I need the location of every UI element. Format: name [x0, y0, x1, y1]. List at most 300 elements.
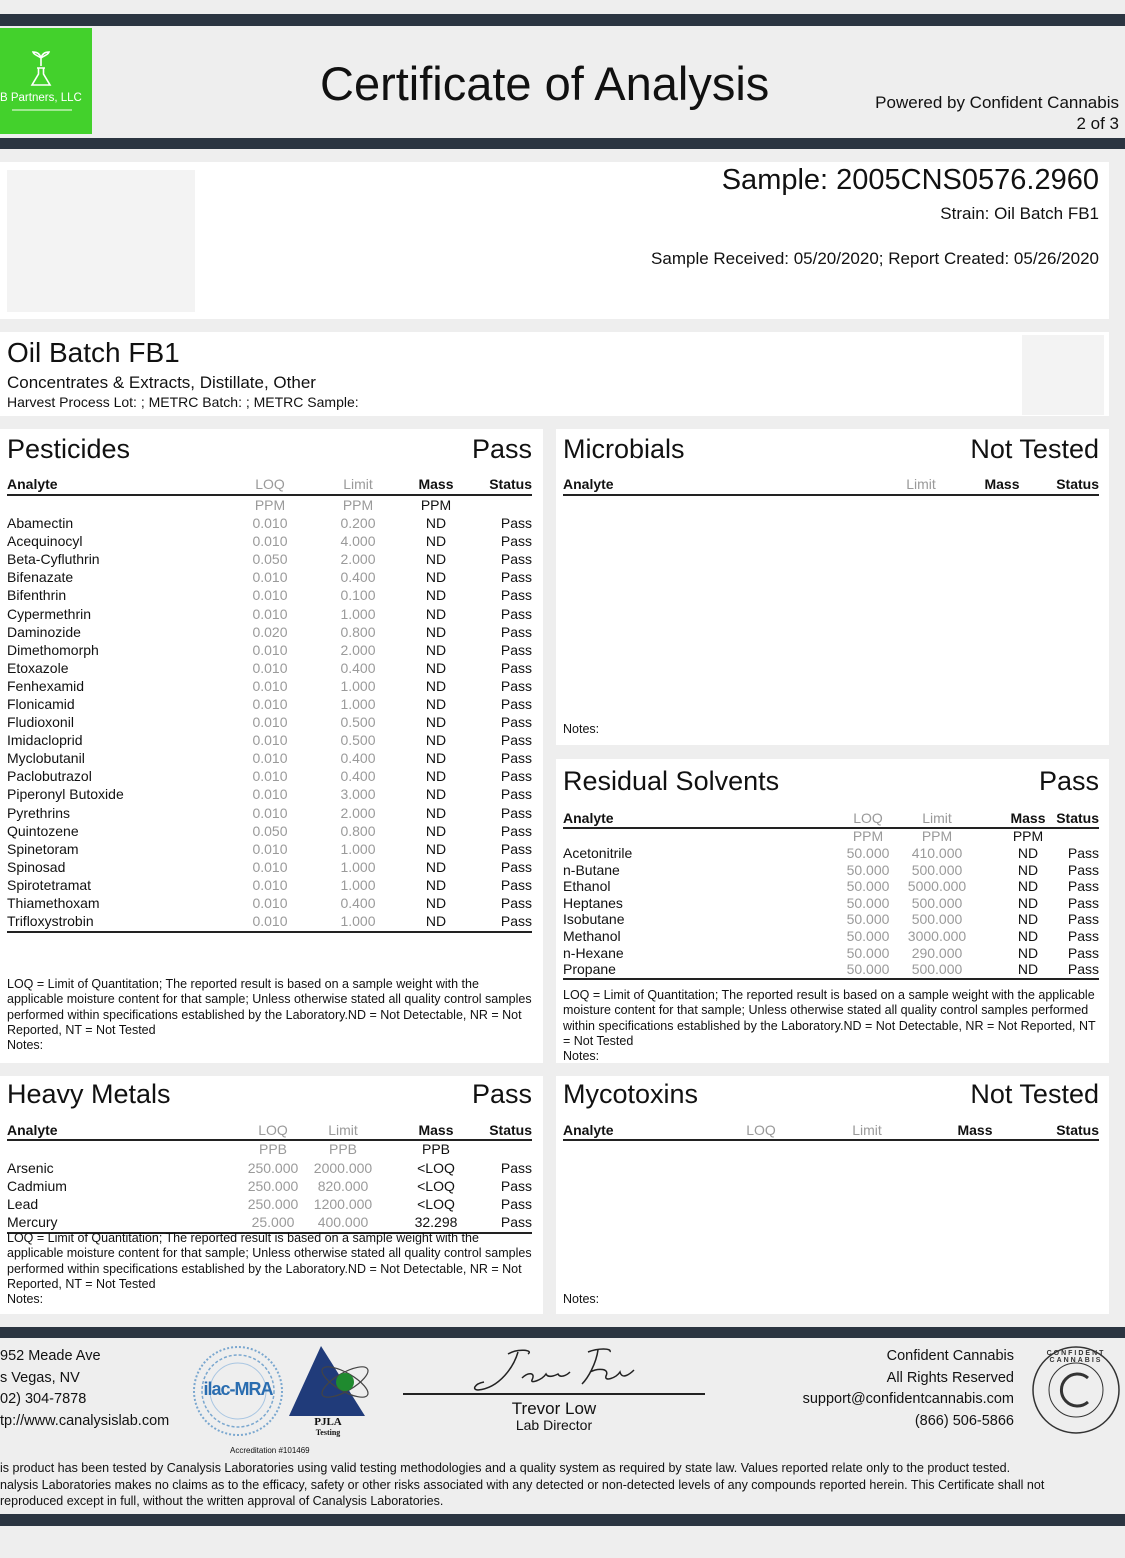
limit-cell: 0.400 [340, 750, 376, 767]
spacer-cell [300, 767, 328, 785]
status-cell: Pass [500, 515, 532, 532]
mass-cell: ND [425, 858, 447, 875]
spacer-cell [300, 550, 328, 568]
analyte-cell: n-Butane [563, 861, 620, 878]
loq-cell: 0.010 [252, 858, 288, 875]
mass-cell: ND [1017, 894, 1039, 911]
signature-line [403, 1393, 705, 1395]
loq-cell: 0.010 [252, 913, 288, 930]
analyte-cell: Imidacloprid [7, 732, 83, 749]
notes-label: Notes: [563, 1292, 600, 1306]
signer-title: Lab Director [515, 1417, 593, 1433]
mass-cell: ND [425, 605, 447, 622]
spacer-cell [388, 586, 408, 604]
loq-cell: 0.010 [252, 569, 288, 586]
spacer-cell [388, 804, 408, 822]
analyte-cell: Piperonyl Butoxide [7, 786, 124, 803]
loq-cell: 0.010 [252, 695, 288, 712]
spacer-cell [300, 568, 328, 586]
limit-cell: 0.800 [340, 623, 376, 640]
status-cell: Pass [1067, 961, 1099, 978]
unit-limit: PPM [921, 828, 953, 844]
spacer-cell [378, 1195, 408, 1213]
analyte-cell: Beta-Cyfluthrin [7, 551, 100, 568]
cc-rights: All Rights Reserved [886, 1369, 1014, 1386]
table-row [7, 604, 532, 622]
loq-cell: 50.000 [846, 961, 890, 978]
limit-cell: 2000.000 [313, 1160, 373, 1177]
table-row [563, 895, 1099, 912]
table-row [7, 568, 532, 586]
status-cell: Pass [500, 1178, 532, 1195]
col-mass: Mass [984, 476, 1020, 492]
mass-cell: ND [425, 913, 447, 930]
limit-cell: 2.000 [340, 641, 376, 658]
limit-cell: 0.800 [340, 822, 376, 839]
analyte-cell: Cypermethrin [7, 605, 92, 622]
bottom-bar [0, 1514, 1125, 1526]
status-cell: Pass [500, 732, 532, 749]
spacer-cell [388, 604, 408, 622]
analyte-cell: Propane [563, 961, 616, 978]
analyte-cell: Quintozene [7, 822, 79, 839]
ilac-mra-seal [192, 1345, 284, 1437]
spacer-cell [388, 822, 408, 840]
loq-cell: 0.050 [252, 551, 288, 568]
spacer-cell [388, 912, 408, 930]
mass-cell: ND [425, 641, 447, 658]
table-row [563, 878, 1099, 895]
analyte-cell: Spirotetramat [7, 876, 92, 893]
table-row [7, 514, 532, 532]
status-cell: Pass [1067, 894, 1099, 911]
status-cell: Pass [1067, 878, 1099, 895]
mass-cell: ND [1017, 961, 1039, 978]
spacer-cell [388, 894, 408, 912]
phone: 02) 304-7878 [0, 1391, 87, 1407]
table-bottom-rule [563, 978, 1099, 980]
metals-table [7, 1159, 532, 1231]
unit-mass: PPM [1012, 828, 1044, 844]
spacer-cell [972, 945, 1006, 962]
mass-cell: ND [1017, 911, 1039, 928]
page-number: 2 of 3 [1076, 114, 1119, 133]
table-row [7, 532, 532, 550]
analyte-cell: Acetonitrile [563, 845, 633, 861]
limit-cell: 0.500 [340, 732, 376, 749]
unit-limit: PPM [342, 497, 374, 513]
col-loq: LOQ [746, 1122, 776, 1138]
address-line: 952 Meade Ave [0, 1348, 101, 1364]
analyte-cell: Mercury [7, 1214, 58, 1231]
table-row [7, 586, 532, 604]
spacer-cell [388, 568, 408, 586]
spacer-cell [300, 713, 328, 731]
spacer-cell [972, 862, 1006, 879]
table-row [7, 858, 532, 876]
status-cell: Pass [1067, 944, 1099, 961]
status-cell: Pass [500, 804, 532, 821]
top-bar [0, 14, 1125, 26]
product-name: Oil Batch FB1 [7, 337, 180, 368]
logo [0, 28, 92, 134]
col-analyte: Analyte [563, 810, 614, 826]
loq-cell: 0.010 [252, 605, 288, 622]
spacer-cell [300, 876, 328, 894]
col-status: Status [1056, 1122, 1099, 1138]
spacer-cell [300, 840, 328, 858]
analyte-cell: Spinosad [7, 858, 66, 875]
solvents-title: Residual Solvents [563, 766, 780, 796]
limit-cell: 1.000 [340, 858, 376, 875]
pesticides-status: Pass [471, 434, 532, 464]
sample-id: Sample: 2005CNS0576.2960 [721, 164, 1099, 196]
analyte-cell: Etoxazole [7, 659, 69, 676]
cc-email-link[interactable]: support@confidentcannabis.com [802, 1391, 1014, 1407]
spacer-cell [388, 785, 408, 803]
spacer-cell [388, 713, 408, 731]
microbials-title: Microbials [563, 434, 685, 464]
limit-cell: 1.000 [340, 913, 376, 930]
col-analyte: Analyte [563, 476, 614, 492]
unit-loq: PPM [852, 828, 884, 844]
table-row [7, 695, 532, 713]
loq-cell: 250.000 [247, 1160, 299, 1177]
status-cell: Pass [500, 786, 532, 803]
table-row [7, 1195, 532, 1213]
strain: Strain: Oil Batch FB1 [940, 204, 1099, 223]
sample-dates: Sample Received: 05/20/2020; Report Created: 05/26/2020 [651, 249, 1099, 268]
limit-cell: 290.000 [911, 944, 963, 961]
product-panel [0, 332, 1109, 416]
lab-address [0, 1346, 169, 1432]
unit-loq: PPM [254, 497, 286, 513]
analyte-cell: Bifenazate [7, 569, 74, 586]
solvents-status: Pass [1038, 766, 1099, 796]
spacer-cell [300, 912, 328, 930]
spacer-cell [972, 911, 1006, 928]
header-rule [7, 494, 532, 496]
microbials-status: Not Tested [970, 434, 1099, 464]
loq-cell: 0.050 [252, 822, 288, 839]
confident-cannabis-seal [1030, 1344, 1122, 1436]
spacer-cell [300, 804, 328, 822]
loq-cell: 0.010 [252, 533, 288, 550]
table-row [7, 623, 532, 641]
spacer-cell [388, 550, 408, 568]
table-row [7, 1177, 532, 1195]
mass-cell: ND [425, 623, 447, 640]
table-bottom-rule [7, 931, 532, 933]
analyte-cell: Fenhexamid [7, 677, 85, 694]
spacer-cell [378, 1213, 408, 1231]
table-row [7, 713, 532, 731]
limit-cell: 2.000 [340, 551, 376, 568]
address-line: s Vegas, NV [0, 1369, 80, 1386]
analyte-cell: Heptanes [563, 894, 623, 911]
metals-status: Pass [471, 1079, 532, 1109]
logo-subline [12, 109, 72, 111]
mass-cell: ND [425, 876, 447, 893]
limit-cell: 4.000 [340, 533, 376, 550]
table-row [563, 945, 1099, 962]
table-row [7, 767, 532, 785]
limit-cell: 500.000 [911, 911, 963, 928]
unit-mass: PPM [420, 497, 452, 513]
spacer-cell [972, 928, 1006, 945]
limit-cell: 410.000 [911, 845, 963, 861]
table-row [7, 912, 532, 930]
col-mass: Mass [1010, 810, 1046, 826]
loq-cell: 50.000 [846, 845, 890, 861]
limit-cell: 1.000 [340, 605, 376, 622]
mass-cell: ND [425, 551, 447, 568]
col-loq: LOQ [255, 476, 285, 492]
spacer-cell [388, 695, 408, 713]
header-rule [563, 1139, 1099, 1141]
status-cell: Pass [500, 695, 532, 712]
spacer-cell [300, 659, 328, 677]
col-limit: Limit [328, 1122, 358, 1138]
cc-phone: (866) 506-5866 [914, 1412, 1014, 1429]
loq-cell: 0.010 [252, 768, 288, 785]
col-analyte: Analyte [7, 1122, 58, 1138]
mass-cell: <LOQ [417, 1160, 455, 1177]
col-status: Status [1056, 476, 1099, 492]
unit-mass: PPB [421, 1141, 450, 1157]
status-cell: Pass [500, 551, 532, 568]
loq-cell: 50.000 [846, 911, 890, 928]
loq-cell: 50.000 [846, 927, 890, 944]
limit-cell: 0.400 [340, 659, 376, 676]
analyte-cell: Acequinocyl [7, 533, 83, 550]
limit-cell: 1200.000 [313, 1196, 373, 1213]
mass-cell: ND [425, 786, 447, 803]
analyte-cell: Dimethomorph [7, 641, 99, 658]
mass-cell: ND [425, 750, 447, 767]
status-cell: Pass [1067, 927, 1099, 944]
table-row [7, 641, 532, 659]
page-title: Certificate of Analysis [320, 57, 770, 110]
spacer-cell [388, 514, 408, 532]
limit-cell: 2.000 [340, 804, 376, 821]
status-cell: Pass [500, 641, 532, 658]
mass-cell: ND [425, 840, 447, 857]
mass-cell: ND [425, 895, 447, 912]
limit-cell: 0.400 [340, 895, 376, 912]
analyte-cell: Lead [7, 1196, 39, 1213]
signature-image [470, 1344, 640, 1394]
loq-cell: 0.010 [252, 840, 288, 857]
pjla-triangle-icon [285, 1342, 377, 1422]
col-loq: LOQ [853, 810, 883, 826]
spacer-cell [300, 514, 328, 532]
spacer-cell [388, 858, 408, 876]
status-cell: Pass [500, 895, 532, 912]
status-cell: Pass [500, 659, 532, 676]
col-loq: LOQ [258, 1122, 288, 1138]
status-cell: Pass [500, 750, 532, 767]
col-limit: Limit [922, 810, 952, 826]
table-row [563, 862, 1099, 879]
analyte-cell: Bifenthrin [7, 587, 67, 604]
mycotoxins-status: Not Tested [970, 1079, 1099, 1109]
table-row [7, 749, 532, 767]
spacer-cell [388, 532, 408, 550]
cc-seal-text: CONFIDENT CANNABIS [1046, 1350, 1106, 1364]
mass-cell: ND [425, 533, 447, 550]
product-lots: Harvest Process Lot: ; METRC Batch: ; METRC Sample: [7, 394, 359, 410]
analyte-cell: Spinetoram [7, 840, 79, 857]
header-rule [563, 494, 1099, 496]
website-link[interactable]: tp://www.canalysislab.com [0, 1412, 170, 1429]
spacer-cell [388, 767, 408, 785]
notes-label: Notes: [7, 1038, 44, 1052]
notes-label: Notes: [563, 722, 600, 736]
col-mass: Mass [957, 1122, 993, 1138]
loq-cell: 50.000 [846, 894, 890, 911]
spacer-cell [300, 695, 328, 713]
col-status: Status [489, 476, 532, 492]
status-cell: Pass [500, 533, 532, 550]
spacer-cell [388, 659, 408, 677]
signature-graphic [470, 1344, 640, 1394]
loq-cell: 0.020 [252, 623, 288, 640]
analyte-cell: Daminozide [7, 623, 81, 640]
mycotoxins-panel [556, 1076, 1109, 1314]
spacer-cell [972, 845, 1006, 862]
loq-cell: 0.010 [252, 804, 288, 821]
spacer-cell [388, 731, 408, 749]
loq-cell: 0.010 [252, 714, 288, 731]
mass-cell: ND [1017, 861, 1039, 878]
status-cell: Pass [500, 677, 532, 694]
loq-cell: 0.010 [252, 732, 288, 749]
col-limit: Limit [906, 476, 936, 492]
table-row [7, 1159, 532, 1177]
analyte-cell: Trifloxystrobin [7, 913, 94, 930]
col-status: Status [489, 1122, 532, 1138]
analyte-cell: Cadmium [7, 1178, 67, 1195]
spacer-cell [300, 677, 328, 695]
analyte-cell: Paclobutrazol [7, 768, 92, 785]
table-row [7, 894, 532, 912]
limit-cell: 5000.000 [907, 878, 967, 895]
notes-label: Notes: [563, 1049, 600, 1063]
analyte-cell: Thiamethoxam [7, 895, 100, 912]
spacer-cell [300, 604, 328, 622]
analyte-cell: Ethanol [563, 878, 611, 895]
table-row [7, 822, 532, 840]
spacer-cell [388, 641, 408, 659]
mass-cell: ND [425, 804, 447, 821]
loq-cell: 0.010 [252, 587, 288, 604]
analyte-cell: Fludioxonil [7, 714, 74, 731]
mass-cell: ND [425, 695, 447, 712]
powered-by: Powered by Confident Cannabis [875, 93, 1119, 112]
col-analyte: Analyte [563, 1122, 614, 1138]
limit-cell: 0.500 [340, 714, 376, 731]
analyte-cell: Isobutane [563, 911, 625, 928]
spacer-cell [300, 532, 328, 550]
sample-image-placeholder [7, 170, 195, 312]
spacer-cell [300, 822, 328, 840]
status-cell: Pass [500, 1160, 532, 1177]
product-category: Concentrates & Extracts, Distillate, Other [7, 373, 316, 392]
limit-cell: 3.000 [340, 786, 376, 803]
loq-note: LOQ = Limit of Quantitation; The reported result is based on a sample weight with the applicable moisture content for that sample; Unless otherwise stated all quality control samples performed within specifications established by the Laboratory.ND = Not Detectable, NR = Not Reported, NT = Not Tested [563, 988, 1096, 1048]
footer-bar [0, 1327, 1125, 1338]
table-row [7, 804, 532, 822]
spacer-cell [300, 641, 328, 659]
loq-cell: 250.000 [247, 1196, 299, 1213]
status-cell: Pass [500, 1196, 532, 1213]
disclaimer-line: reproduced except in full, without the written approval of Canalysis Laboratories. [0, 1494, 444, 1508]
status-cell: Pass [500, 913, 532, 930]
residual-solvents-panel [556, 759, 1109, 1063]
col-mass: Mass [418, 476, 454, 492]
analyte-cell: Myclobutanil [7, 750, 85, 767]
status-cell: Pass [500, 605, 532, 622]
table-row [563, 911, 1099, 928]
flask-icon [28, 46, 54, 88]
status-cell: Pass [1067, 845, 1099, 861]
product-image-placeholder [1022, 335, 1104, 415]
table-row [7, 659, 532, 677]
spacer-cell [972, 961, 1006, 978]
status-cell: Pass [500, 569, 532, 586]
mass-cell: ND [425, 587, 447, 604]
spacer-cell [300, 894, 328, 912]
loq-cell: 250.000 [247, 1178, 299, 1195]
loq-cell: 0.010 [252, 641, 288, 658]
loq-cell: 0.010 [252, 659, 288, 676]
analyte-cell: Methanol [563, 927, 621, 944]
status-cell: Pass [500, 858, 532, 875]
limit-cell: 500.000 [911, 861, 963, 878]
table-row [7, 876, 532, 894]
mass-cell: 32.298 [414, 1214, 458, 1231]
col-limit: Limit [343, 476, 373, 492]
loq-cell: 0.010 [252, 876, 288, 893]
mass-cell: ND [1017, 878, 1039, 895]
disclaimer [0, 1460, 1044, 1510]
status-cell: Pass [500, 768, 532, 785]
cc-name: Confident Cannabis [886, 1348, 1014, 1364]
table-row [7, 840, 532, 858]
table-row [7, 677, 532, 695]
loq-cell: 0.010 [252, 515, 288, 532]
loq-cell: 0.010 [252, 677, 288, 694]
pjla-logo [285, 1342, 377, 1442]
loq-cell: 0.010 [252, 895, 288, 912]
status-cell: Pass [500, 876, 532, 893]
mass-cell: ND [425, 677, 447, 694]
analyte-cell: Pyrethrins [7, 804, 71, 821]
limit-cell: 1.000 [340, 840, 376, 857]
mass-cell: ND [425, 822, 447, 839]
limit-cell: 0.100 [340, 587, 376, 604]
status-cell: Pass [500, 587, 532, 604]
mass-cell: ND [1017, 845, 1039, 861]
limit-cell: 1.000 [340, 876, 376, 893]
table-row [563, 928, 1099, 945]
table-row [7, 550, 532, 568]
solvents-table [563, 845, 1099, 978]
mycotoxins-title: Mycotoxins [563, 1079, 699, 1109]
header-bar [0, 138, 1125, 149]
heavy-metals-panel [0, 1076, 543, 1314]
